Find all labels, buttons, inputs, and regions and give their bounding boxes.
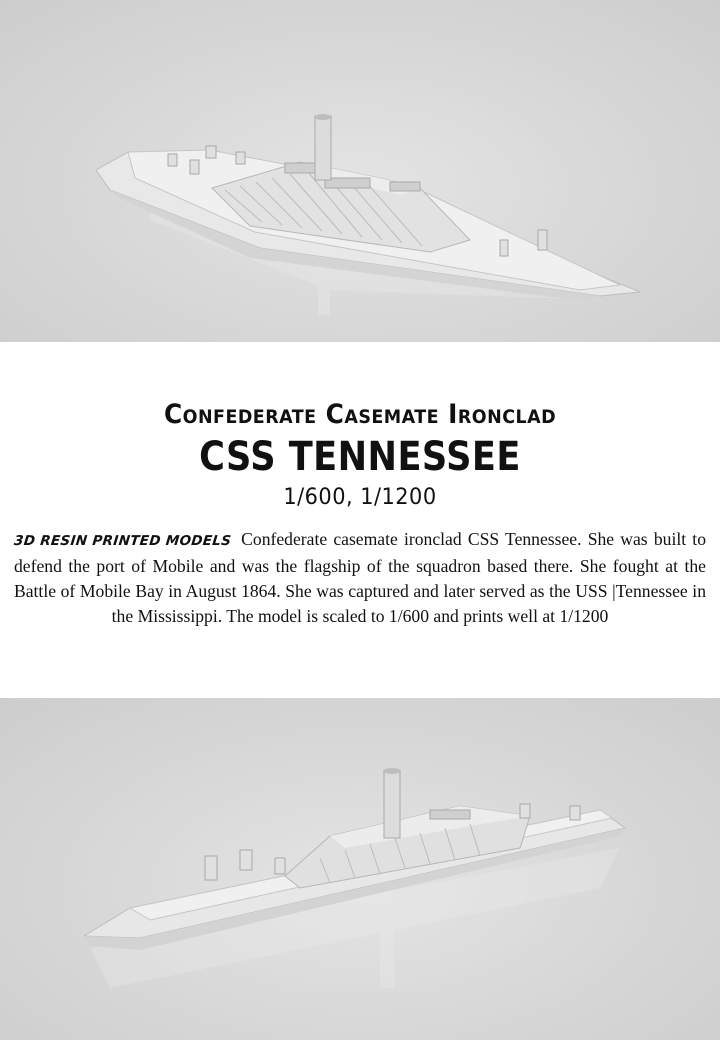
description-text: Confederate casemate ironclad CSS Tennessee. She was built to defend the port of Mobile and was the flagship of the squadron based there. She fought at the Battle of Mobile Bay in August 1864. She was captured and later served as the USS |Tennessee in the Mississippi. The model is scaled to 1/600 and prints well at 1/1200 [14,529,706,626]
ironclad-model-bottom-image [0,698,720,1040]
bottom-model-render [0,698,720,1040]
product-subtitle: Confederate Casemate Ironclad [163,399,557,430]
product-description [14,527,706,629]
product-info [0,342,720,698]
product-title: CSS TENNESSEE [199,434,521,480]
ironclad-model-top-image [0,0,720,342]
brand-tag: 3D RESIN PRINTED MODELS [13,533,233,549]
product-scales: 1/600, 1/1200 [283,485,437,510]
top-model-render [0,0,720,342]
